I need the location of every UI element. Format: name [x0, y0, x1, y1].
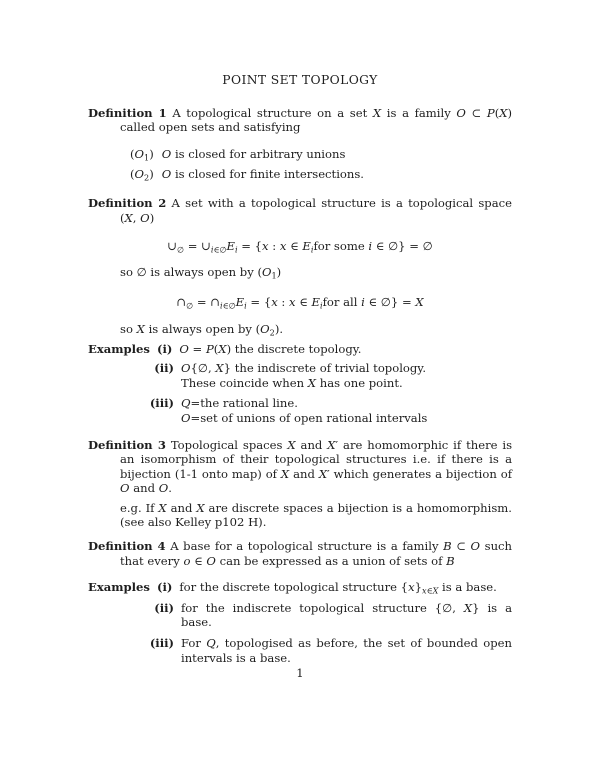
examples-2-item-i-label: (i): [156, 580, 173, 595]
definition-1: [88, 106, 512, 135]
examples-1-item-ii-label: (ii): [154, 361, 174, 376]
examples-2-label: Examples: [88, 580, 150, 595]
examples-2-item-ii-text: for the indiscrete topological structure {∅, X} is a base.: [181, 600, 512, 630]
definition-1-label: Definition 1: [88, 105, 167, 120]
examples-1-item-iii-label: (iii): [149, 396, 174, 411]
examples-2-item-i: [88, 580, 512, 595]
axiom-o1-text: O is closed for arbitrary unions: [161, 146, 346, 161]
empty-intersection-note: so X is always open by $(O_2)$.: [120, 321, 284, 338]
definition-4-text: A base for a topological structure is a family B ⊂ O such that every o ∈ O can be expressed as a union of sets of B: [120, 539, 512, 568]
examples-1-item-iii: [120, 396, 512, 425]
examples-1-item-i: [88, 342, 512, 357]
examples-2-item-iii-text: For Q, topologised as before, the set of bounded open intervals is a base.: [181, 636, 512, 665]
empty-union-note: so ∅ is always open by $(O_1)$: [120, 264, 282, 281]
definition-4: [88, 539, 512, 568]
definition-2-text: A set with a topological structure is a topological space (X, O): [120, 195, 513, 225]
definition-3: [88, 438, 512, 496]
examples-1-label: Examples: [88, 341, 150, 356]
examples-1-item-iii-note: O=set of unions of open rational intervals: [181, 410, 428, 425]
definition-2: [88, 196, 512, 225]
axiom-o2-label: $(O_2)$: [130, 167, 154, 183]
examples-1-item-ii-text: O{∅, X} the indiscrete of trivial topology.: [181, 361, 427, 376]
examples-2-item-i-text: for the discrete topological structure $\{x\}_{x\in X}$ is a base.: [179, 580, 497, 596]
page-title: POINT SET TOPOLOGY: [222, 73, 378, 87]
examples-2-item-ii: [120, 601, 512, 630]
examples-2-item-iii: [120, 636, 512, 665]
examples-2-item-iii-label: (iii): [149, 636, 174, 651]
axiom-o1-label: $(O_1)$: [130, 146, 154, 163]
empty-union-equation: $\cup_\emptyset$ = $\cup_{i\in\emptyset}E_i = \{x$ : x ∈ $E_ifor$ some i ∈ ∅} = ∅: [167, 239, 433, 255]
definition-3-note: e.g. If X and X are discrete spaces a bijection is a homomorphism. (see also Kelley p102 H).: [120, 500, 512, 530]
definition-3-text: Topological spaces X and X′ are homomorphic if there is an isomorphism of their topological structures i.e. if there is a bijection (1-1 onto map) of X and X′ which generates a bijection of O and O.: [120, 437, 513, 496]
definition-2-label: Definition 2: [88, 195, 167, 210]
page-number: 1: [296, 666, 304, 680]
axiom-o2: [130, 167, 512, 182]
axiom-o1: [130, 147, 512, 162]
definition-1-axiom-list: [88, 147, 512, 182]
examples-1-item-iii-text: Q=the rational line.: [181, 396, 298, 411]
definition-1-text: A topological structure on a set X is a family O ⊂ P(X) called open sets and satisfying: [120, 105, 513, 135]
definition-4-label: Definition 4: [88, 539, 166, 554]
examples-1-item-i-label: (i): [156, 341, 173, 356]
definition-3-label: Definition 3: [88, 437, 166, 452]
examples-1-item-ii: [120, 361, 512, 390]
axiom-o2-text: O is closed for finite intersections.: [161, 167, 364, 182]
examples-1-item-ii-note: These coincide when X has one point.: [181, 375, 403, 390]
examples-2-item-ii-label: (ii): [154, 600, 174, 615]
empty-intersection-equation: $\cap_\emptyset$ = $\cap_{i\in\emptyset}E_i = \{x$ : x ∈ $E_ifor$ all i ∈ ∅} = X: [176, 295, 424, 311]
examples-1-item-i-text: O = P(X) the discrete topology.: [179, 341, 362, 356]
